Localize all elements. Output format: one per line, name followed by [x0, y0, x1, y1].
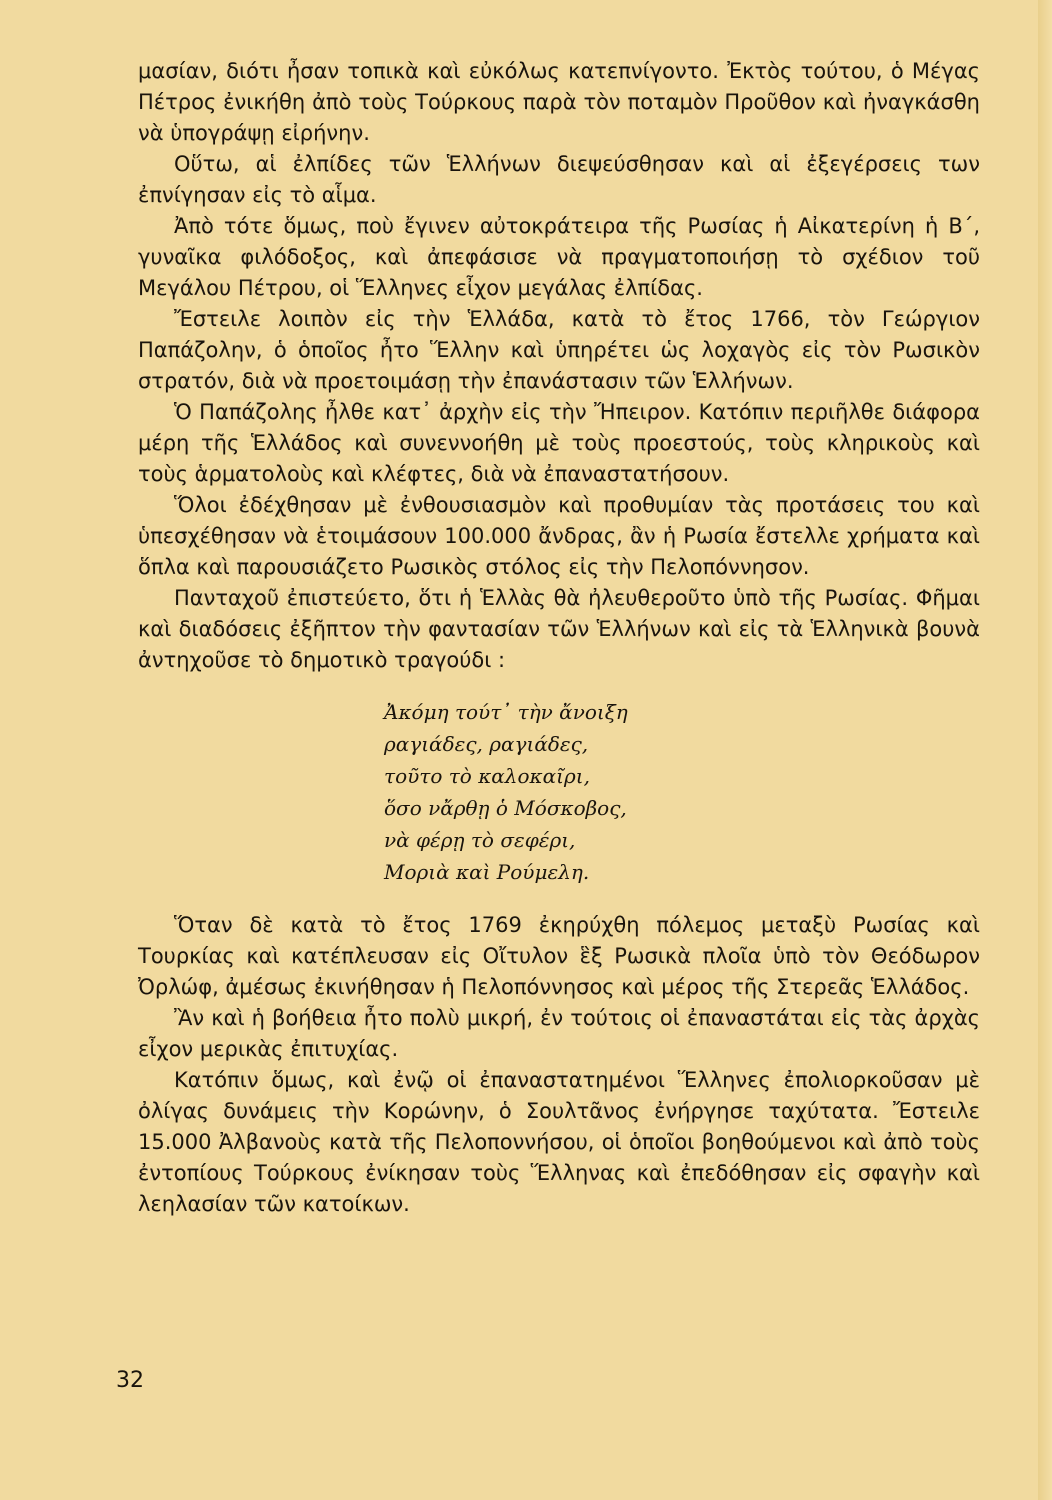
paragraph: μασίαν, διότι ἦσαν τοπικὰ καὶ εὐκόλως κατεπνίγοντο. Ἐκτὸς τούτου, ὁ Μέγας Πέτρος ἐνικήθη ἀπὸ τοὺς Τούρκους παρὰ τὸν ποταμὸν Προῦθον καὶ ἠναγκάσθη νὰ ὑπογράψῃ εἰρήνην. — [138, 59, 980, 145]
paragraph: Ὅλοι ἐδέχθησαν μὲ ἐνθουσιασμὸν καὶ προθυμίαν τὰς προτάσεις του καὶ ὑπεσχέθησαν νὰ ἑτοιμάσουν 100.000 ἄνδρας, ἂν ἡ Ρωσία ἔστελλε χρήματα καὶ ὅπλα καὶ παρουσιάζετο Ρωσικὸς στόλος εἰς τὴν Πελοπόννησον. — [138, 493, 980, 579]
poem-line: νὰ φέρῃ τὸ σεφέρι, — [384, 828, 576, 852]
page-spine-edge — [1038, 0, 1052, 1500]
page-body-text — [138, 56, 980, 1220]
page-number: 32 — [116, 1368, 144, 1393]
poem-line: τοῦτο τὸ καλοκαῖρι, — [384, 764, 590, 788]
poem-line: Μοριὰ καὶ Ρούμελη. — [384, 860, 590, 884]
paragraph: Πανταχοῦ ἐπιστεύετο, ὅτι ἡ Ἑλλὰς θὰ ἠλευθεροῦτο ὑπὸ τῆς Ρωσίας. Φῆμαι καὶ διαδόσεις ἐξῆπτον τὴν φαντασίαν τῶν Ἑλλήνων καὶ εἰς τὰ Ἑλληνικὰ βουνὰ ἀντηχοῦσε τὸ δημοτικὸ τραγούδι : — [138, 586, 980, 672]
poem-line: ραγιάδες, ραγιάδες, — [384, 732, 589, 756]
poem-line: Ἀκόμη τούτ᾽ τὴν ἄνοιξη — [384, 700, 628, 724]
paragraph: Ἂν καὶ ἡ βοήθεια ἦτο πολὺ μικρή, ἐν τούτοις οἱ ἐπαναστάται εἰς τὰς ἀρχὰς εἶχον μερικὰς ἐπιτυχίας. — [138, 1006, 980, 1061]
folk-song-poem — [384, 696, 980, 888]
paragraph: Ὁ Παπάζολης ἦλθε κατ᾽ ἀρχὴν εἰς τὴν Ἤπειρον. Κατόπιν περιῆλθε διάφορα μέρη τῆς Ἑλλάδος καὶ συνεννοήθη μὲ τοὺς προεστούς, τοὺς κληρικοὺς καὶ τοὺς ἁρματολοὺς καὶ κλέφτες, διὰ νὰ ἐπαναστατήσουν. — [138, 400, 980, 486]
paragraph: Ὅταν δὲ κατὰ τὸ ἔτος 1769 ἐκηρύχθη πόλεμος μεταξὺ Ρωσίας καὶ Τουρκίας καὶ κατέπλευσαν εἰς Οἴτυλον ἓξ Ρωσικὰ πλοῖα ὑπὸ τὸν Θεόδωρον Ὀρλώφ, ἀμέσως ἐκινήθησαν ἡ Πελοπόννησος καὶ μέρος τῆς Στερεᾶς Ἑλλάδος. — [138, 913, 980, 999]
paragraph: Ἀπὸ τότε ὅμως, ποὺ ἔγινεν αὐτοκράτειρα τῆς Ρωσίας ἡ Αἰκατερίνη ἡ Β΄, γυναῖκα φιλόδοξος, καὶ ἀπεφάσισε νὰ πραγματοποιήσῃ τὸ σχέδιον τοῦ Μεγάλου Πέτρου, οἱ Ἕλληνες εἶχον μεγάλας ἐλπίδας. — [138, 214, 980, 300]
paragraph: Ἔστειλε λοιπὸν εἰς τὴν Ἑλλάδα, κατὰ τὸ ἔτος 1766, τὸν Γεώργιον Παπάζολην, ὁ ὁποῖος ἦτο Ἕλλην καὶ ὑπηρέτει ὡς λοχαγὸς εἰς τὸν Ρωσικὸν στρατόν, διὰ νὰ προετοιμάσῃ τὴν ἐπανάστασιν τῶν Ἑλλήνων. — [138, 307, 980, 393]
paragraph: Οὕτω, αἱ ἐλπίδες τῶν Ἑλλήνων διεψεύσθησαν καὶ αἱ ἐξεγέρσεις των ἐπνίγησαν εἰς τὸ αἷμα. — [138, 152, 980, 207]
poem-line: ὅσο νἄρθῃ ὁ Μόσκοβος, — [384, 796, 627, 820]
paragraph: Κατόπιν ὅμως, καὶ ἐνῷ οἱ ἐπαναστατημένοι Ἕλληνες ἐπολιορκοῦσαν μὲ ὀλίγας δυνάμεις τὴν Κορώνην, ὁ Σουλτᾶνος ἐνήργησε ταχύτατα. Ἔστειλε 15.000 Ἀλβανοὺς κατὰ τῆς Πελοποννήσου, οἱ ὁποῖοι βοηθούμενοι καὶ ἀπὸ τοὺς ἐντοπίους Τούρκους ἐνίκησαν τοὺς Ἕλληνας καὶ ἐπεδόθησαν εἰς σφαγὴν καὶ λεηλασίαν τῶν κατοίκων. — [138, 1068, 980, 1216]
